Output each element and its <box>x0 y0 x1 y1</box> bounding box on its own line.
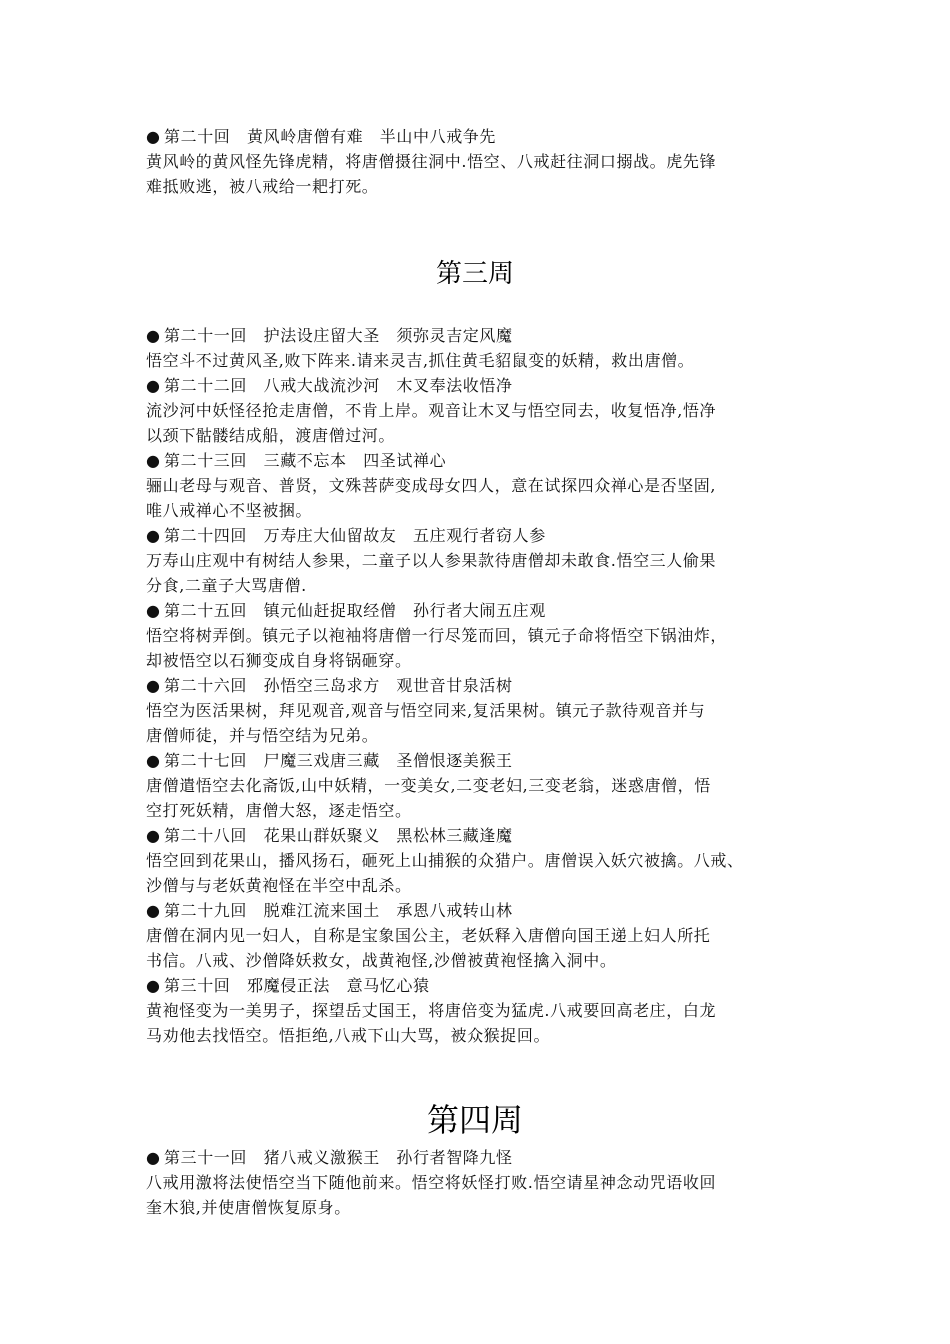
episode-heading <box>146 448 818 473</box>
episode-summary-line: 分食,二童子大骂唐僧. <box>146 576 307 595</box>
bullet-icon: ● <box>146 826 161 845</box>
episode-summary-line: 黄袍怪变为一美男子，探望岳丈国王，将唐倍变为猛虎.八戒要回高老庄，白龙 <box>146 1001 717 1020</box>
episode-title: 第二十一回 护法设庄留大圣 须弥灵吉定风魔 <box>164 326 513 345</box>
episode-summary-line: 悟空为医活果树，拜见观音,观音与悟空同来,复活果树。镇元子款待观音并与 <box>146 701 706 720</box>
episode-summary-line: 唯八戒禅心不坚被捆。 <box>146 501 313 520</box>
episode-title: 第二十九回 脱难江流来国土 承恩八戒转山林 <box>164 901 513 920</box>
episode-heading <box>146 323 818 348</box>
episode-title: 第二十回 黄风岭唐僧有难 半山中八戒争先 <box>164 127 497 146</box>
episode-title: 第二十二回 八戒大战流沙河 木叉奉法收悟净 <box>164 376 513 395</box>
episode-summary-line: 唐僧遣悟空去化斋饭,山中妖精，一变美女,二变老妇,三变老翁，迷惑唐僧，悟 <box>146 776 711 795</box>
bullet-icon: ● <box>146 901 161 920</box>
episode-title: 第二十五回 镇元仙赶捉取经僧 孙行者大闹五庄观 <box>164 601 546 620</box>
episode-heading <box>146 523 818 548</box>
episode-summary-line: 却被悟空以石狮变成自身将锅砸穿。 <box>146 651 412 670</box>
bullet-icon: ● <box>146 1148 161 1167</box>
episode-summary-line: 流沙河中妖怪径抢走唐僧，不肯上岸。观音让木叉与悟空同去，收复悟净,悟净 <box>146 401 717 420</box>
episode-summary-line: 八戒用激将法使悟空当下随他前来。悟空将妖怪打败.悟空请星神念动咒语收回 <box>146 1173 717 1192</box>
episode-heading <box>146 973 818 998</box>
episode-title: 第二十七回 尸魔三戏唐三藏 圣僧恨逐美猴王 <box>164 751 513 770</box>
episode-summary-line: 骊山老母与观音、普贤，文殊菩萨变成母女四人，意在试探四众禅心是否坚固, <box>146 476 717 495</box>
episode-summary-line: 黄风岭的黄风怪先锋虎精，将唐僧摄往洞中.悟空、八戒赶往洞口搦战。虎先锋 <box>146 152 717 171</box>
episode-heading <box>146 823 818 848</box>
episode-title: 第二十六回 孙悟空三岛求方 观世音甘泉活树 <box>164 676 513 695</box>
episode-title: 第二十三回 三藏不忘本 四圣试禅心 <box>164 451 447 470</box>
episode-title: 第二十四回 万寿庄大仙留故友 五庄观行者窃人参 <box>164 526 546 545</box>
episode-summary-line: 唐僧师徒，并与悟空结为兄弟。 <box>146 726 379 745</box>
episode-summary-line: 书信。八戒、沙僧降妖救女，战黄袍怪,沙僧被黄袍怪擒入洞中。 <box>146 951 617 970</box>
bullet-icon: ● <box>146 451 161 470</box>
episode-heading <box>146 124 818 149</box>
week-3-episodes <box>146 323 818 1048</box>
episode-summary-line: 马劝他去找悟空。悟拒绝,八戒下山大骂，被众猴捉回。 <box>146 1026 551 1045</box>
episode-title: 第三十一回 猪八戒义激猴王 孙行者智降九怪 <box>164 1148 513 1167</box>
week-4-title: 第四周 <box>426 1101 523 1139</box>
episode-summary-line: 悟空将树弄倒。镇元子以袍袖将唐僧一行尽笼而回，镇元子命将悟空下锅油炸， <box>146 626 728 645</box>
episode-title: 第二十八回 花果山群妖聚义 黑松林三藏逢魔 <box>164 826 513 845</box>
episode-summary-line: 沙僧与与老妖黄袍怪在半空中乱杀。 <box>146 876 412 895</box>
week-3-title: 第三周 <box>435 259 514 289</box>
episode-summary-line: 以颈下骷髅结成船，渡唐僧过河。 <box>146 426 396 445</box>
episode-heading <box>146 1145 818 1170</box>
bullet-icon: ● <box>146 976 161 995</box>
episode-summary-line: 万寿山庄观中有树结人参果，二童子以人参果款待唐僧却未敢食.悟空三人偷果 <box>146 551 717 570</box>
episode-summary-line: 悟空斗不过黄风圣,败下阵来.请来灵吉,抓住黄毛貂鼠变的妖精，救出唐僧。 <box>146 351 695 370</box>
episode-heading <box>146 373 818 398</box>
bullet-icon: ● <box>146 676 161 695</box>
episode-heading <box>146 898 818 923</box>
episode-summary-line: 奎木狼,并使唐僧恢复原身。 <box>146 1198 351 1217</box>
episode-title: 第三十回 邪魔侵正法 意马忆心猿 <box>164 976 430 995</box>
bullet-icon: ● <box>146 127 161 146</box>
episode-heading <box>146 598 818 623</box>
bullet-icon: ● <box>146 526 161 545</box>
bullet-icon: ● <box>146 376 161 395</box>
episode-summary-line: 悟空回到花果山，播风扬石，砸死上山捕猴的众猎户。唐僧误入妖穴被擒。八戒、 <box>146 851 744 870</box>
episode-summary-line: 难抵败逃，被八戒给一耙打死。 <box>146 177 379 196</box>
bullet-icon: ● <box>146 601 161 620</box>
episode-block-20 <box>146 124 818 199</box>
bullet-icon: ● <box>146 751 161 770</box>
episode-heading <box>146 673 818 698</box>
week-4-episodes <box>146 1145 818 1220</box>
episode-summary-line: 空打死妖精，唐僧大怒，逐走悟空。 <box>146 801 412 820</box>
bullet-icon: ● <box>146 326 161 345</box>
episode-summary-line: 唐僧在洞内见一妇人，自称是宝象国公主，老妖释入唐僧向国王递上妇人所托 <box>146 926 711 945</box>
episode-heading <box>146 748 818 773</box>
